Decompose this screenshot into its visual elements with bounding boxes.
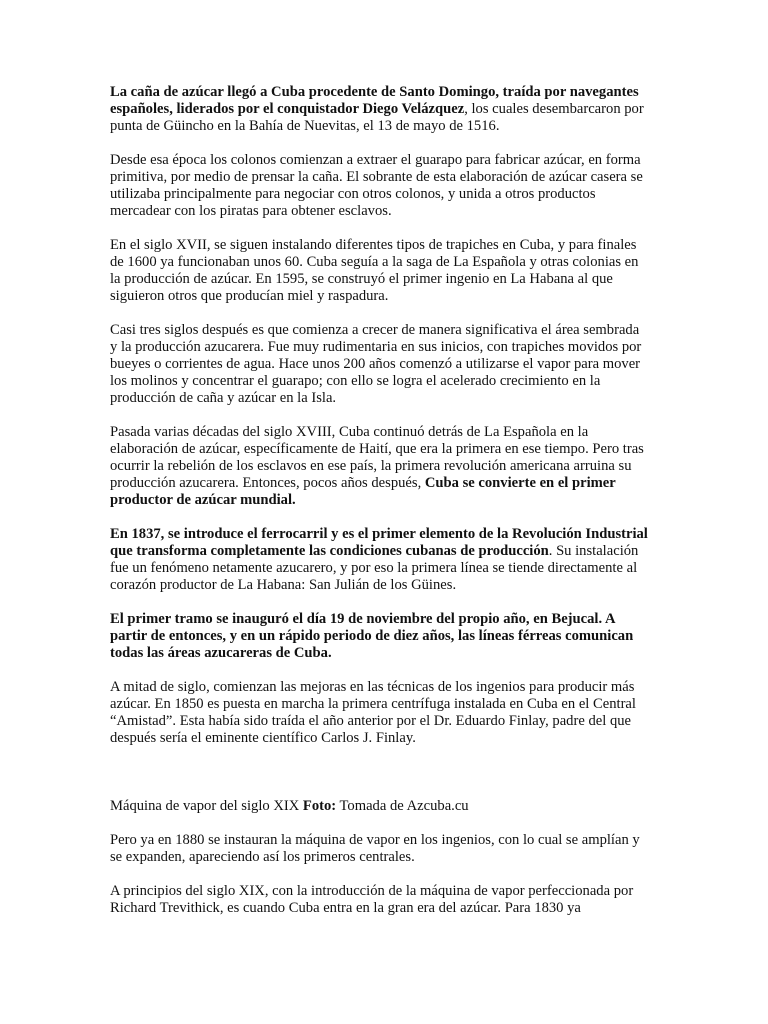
paragraph-1 [110, 84, 650, 135]
paragraph-7-bold-text: El primer tramo se inauguró el día 19 de noviembre del propio año, en Bejucal. A partir de entonces, y en un rápido periodo de diez años, las líneas férreas comunican todas las áreas azucareras de Cuba. [110, 611, 634, 661]
paragraph-1-text: , los cuales desembarcaron por punta de Güincho en la Bahía de Nuevitas, el 13 de mayo de 1516. [110, 101, 644, 134]
paragraph-3-text: En el siglo XVII, se siguen instalando diferentes tipos de trapiches en Cuba, y para finales de 1600 ya funcionaban unos 60. Cuba seguía a la saga de La Española y otras colonias en la producción de azúcar. En 1595, se construyó el primer ingenio en La Habana al que siguieron otros que producían miel y raspadura. [110, 237, 639, 304]
paragraph-6-text: . Su instalación fue un fenómeno netamente azucarero, y por eso la primera línea se tiende directamente al corazón productor de La Habana: San Julián de los Güines. [110, 543, 639, 593]
photo-caption-label: Foto: [302, 798, 337, 814]
photo-caption-text: Máquina de vapor del siglo XIX [110, 798, 303, 814]
paragraph-9-text: Pero ya en 1880 se instauran la máquina de vapor en los ingenios, con lo cual se amplían y se expanden, apareciendo así los primeros centrales. [110, 832, 640, 865]
photo-caption [110, 798, 650, 815]
paragraph-9 [110, 832, 650, 866]
paragraph-6-bold-text: En 1837, se introduce el ferrocarril y es el primer elemento de la Revolución Industrial que transforma completamente las condiciones cubanas de producción [110, 526, 648, 559]
paragraph-8 [110, 679, 650, 747]
paragraph-4-text: Casi tres siglos después es que comienza a crecer de manera significativa el área sembrada y la producción azucarera. Fue muy rudimentaria en sus inicios, con trapiches movidos por bueyes o corrientes de agua. Hace unos 200 años comenzó a utilizarse el vapor para mover los molinos y concentrar el guarapo; con ello se logra el acelerado crecimiento en la producción de caña y azúcar en la Isla. [110, 322, 642, 406]
paragraph-4 [110, 322, 650, 407]
paragraph-5-text: Pasada varias décadas del siglo XVIII, Cuba continuó detrás de La Española en la elaboración de azúcar, específicamente de Haití, que era la primera en ese tiempo. Pero tras ocurrir la rebelión de los esclavos en ese país, la primera revolución americana arruina su producción azucarera. Entonces, pocos años después, [110, 424, 644, 491]
paragraph-5-bold-text: Cuba se convierte en el primer productor de azúcar mundial. [110, 475, 616, 508]
paragraph-8-text: A mitad de siglo, comienzan las mejoras en las técnicas de los ingenios para producir más azúcar. En 1850 es puesta en marcha la primera centrífuga instalada en Cuba en el Central “Amistad”. Esta había sido traída el año anterior por el Dr. Eduardo Finlay, padre del que después sería el eminente científico Carlos J. Finlay. [110, 679, 636, 746]
paragraph-10-text: A principios del siglo XIX, con la introducción de la máquina de vapor perfeccionada por Richard Trevithick, es cuando Cuba entra en la gran era del azúcar. Para 1830 ya [110, 883, 634, 916]
photo-caption-source: Tomada de Azcuba.cu [336, 798, 469, 814]
paragraph-10 [110, 883, 650, 917]
paragraph-1-bold-text: La caña de azúcar llegó a Cuba procedente de Santo Domingo, traída por navegantes españoles, liderados por el conquistador Diego Velázquez [110, 84, 639, 117]
paragraph-6 [110, 526, 650, 594]
document-page [110, 84, 650, 934]
paragraph-7 [110, 611, 650, 662]
paragraph-5 [110, 424, 650, 509]
paragraph-2 [110, 152, 650, 220]
paragraph-2-text: Desde esa época los colonos comienzan a extraer el guarapo para fabricar azúcar, en forma primitiva, por medio de prensar la caña. El sobrante de esta elaboración de azúcar casera se utilizaba principalmente para negociar con otros colonos, y unida a otros productos mercadear con los piratas para obtener esclavos. [110, 152, 643, 219]
paragraph-3 [110, 237, 650, 305]
